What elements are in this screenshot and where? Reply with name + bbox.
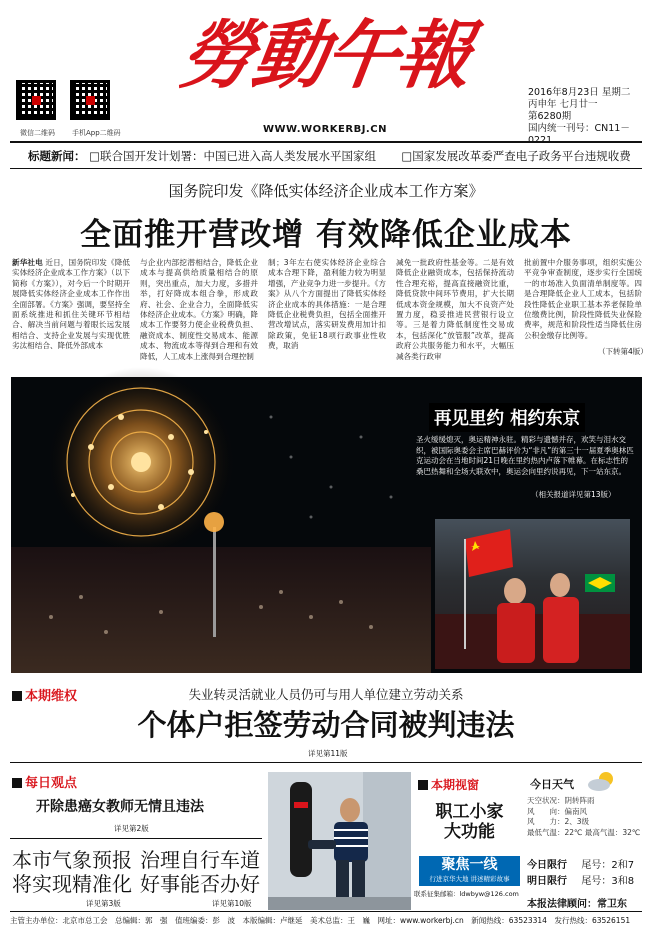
story2-page-ref[interactable]: 详见第11版 (308, 749, 348, 758)
legal-advisor-name: 常卫东 (597, 899, 627, 910)
section-rule (10, 762, 642, 763)
today-limit-value: 尾号：2和7 (581, 860, 635, 871)
feature-kicker: 本期视窗 (418, 776, 479, 793)
weather-forecast-headline[interactable]: 本市气象预报 将实现精准化 (12, 848, 132, 896)
legal-advisor (527, 895, 627, 910)
masthead-rule (10, 141, 642, 143)
footer-rule (10, 911, 642, 912)
worker-gym-photo (268, 772, 411, 910)
focus-tagline: 行进京华大地 讲述精彩故事 (429, 875, 510, 883)
weather-title: 今日天气 (530, 778, 574, 791)
lunar-date-line: 丙申年 七月廿一 (528, 99, 598, 110)
weather-temperature: 最低气温：22℃ 最高气温：32℃ (527, 827, 641, 837)
footer-credits: 主管主办单位：北京市总工会 总编辑：郭 强 值班编委：彭 波 本版编辑：卢继延 美术总监：王 巍 网址：www.workerbj.cn 新闻热线：63523314 发行热线：63526151 (10, 916, 631, 925)
lead-column-3: 制；3年左右使实体经济企业综合成本合理下降，盈利能力较为明显增强，产业竞争力进一步提升。《方案》从八个方面提出了降低实体经济企业成本的具体措施：一是合理降低企业税费负担，包括全面推开营改增试点，落实研发费用加计扣除政策，免征18项行政事业性收费，取消 (268, 258, 386, 351)
opinion-page-ref[interactable]: 详见第2版 (114, 824, 149, 833)
focus-title: 聚焦一线 (441, 857, 498, 873)
flag-bearer-photo (435, 519, 630, 669)
photo-caption: 圣火缓缓熄灭，奥运精神永驻。精彩与遗憾并存，欢笑与泪水交织，被国际奥委会主席巴赫评价为“非凡”的第三十一届夏季奥林匹克运动会在当地时间21日晚在里约热内卢落下帷幕。在标志性的桑巴热舞和全场大联欢中，奥运会向里约说再见，下一站东京。 (416, 435, 634, 476)
square-bullet-icon (418, 780, 428, 790)
tomorrow-traffic-limit (527, 872, 634, 887)
olympics-closing-photo (11, 377, 642, 673)
flag-bearer-illustration (435, 519, 630, 669)
gym-illustration (268, 772, 411, 910)
weather-sky: 天空状况：阴转阵雨 (527, 796, 595, 805)
bike-lane-ref[interactable]: 详见第10版 (212, 899, 252, 908)
photo-headline[interactable]: 再见里约 相约东京 (429, 403, 585, 432)
opinion-headline[interactable]: 开除患癌女教师无情且违法 (36, 799, 204, 815)
logo-text: 勞動午報 (174, 13, 476, 99)
tomorrow-limit-value: 尾号：3和8 (581, 876, 635, 887)
lead-column-5: 批前置中介服务事项，组织实施公平竞争审查制度，逐步实行全国统一的市场准入负面清单制度等。四是合理降低企业人工成本，包括阶段性降低企业职工基本养老保险单位缴费比例，阶段性降低失业保险费率，规范和阶段性适当降低住房公积金缴存比例等。 (524, 258, 642, 340)
headlines-rule (10, 168, 642, 169)
lead-text-1: 近日，国务院印发《降低实体经济企业成本工作方案》（以下简称《方案》），对今后一个时期开展降低实体经济企业成本工作作出全面部署。《方案》强调，要坚持全面系统推进和抓住关键环节相结合、解决当前问题与着眼长远发展相结合、支持企业发展与实现优胜劣汰相结合、降低外部成本 (12, 258, 131, 351)
weather-wind-force: 风 力：2、3级 (527, 817, 590, 826)
lead-body (12, 258, 642, 361)
lead-column-4: 减免一批政府性基金等。二是有效降低企业融资成本，包括保持流动性合理充裕，提高直接融资比重，降低贷款中间环节费用，扩大长期低成本资金规模，加大不良资产处置力度，稳妥推进民营银行设立等。三是着力降低制度性交易成本，包括深化“放管服”改革，提高政府公共服务能力和水平，大幅压减各类行政审 (396, 258, 514, 361)
headline-item-ndrc[interactable]: □国家发展改革委严查电子政务平台违规收费 (401, 149, 631, 163)
today-limit-label: 今日限行 (527, 860, 567, 871)
app-qr-caption: 手机App二维码 (72, 129, 121, 137)
wechat-qr-caption: 微信二维码 (20, 129, 55, 137)
submission-email[interactable]: 联系征集邮箱：ldwbyw@126.com (414, 890, 519, 898)
square-bullet-icon (12, 778, 22, 788)
feature-box (414, 772, 524, 910)
rights-kicker: 本期维权 (12, 685, 77, 704)
date-block (528, 87, 652, 147)
tomorrow-limit-label: 明日限行 (527, 876, 567, 887)
headlines-bar (28, 148, 631, 164)
lead-headline[interactable]: 全面推开营改增 有效降低企业成本 (80, 217, 572, 253)
opinion-kicker: 每日观点 (12, 772, 77, 791)
site-url[interactable]: WWW.WORKERBJ.CN (263, 124, 387, 135)
story2-subtitle: 失业转灵活就业人员仍可与用人单位建立劳动关系 (188, 687, 464, 702)
feature-headline[interactable]: 职工小家 大功能 (435, 802, 504, 842)
app-qr-code[interactable] (70, 80, 110, 120)
publication-number: 国内统一刊号：CN11－ (528, 123, 630, 134)
lead-column-2: 与企业内部挖潜相结合，降低企业成本与提高供给质量相结合的原则，突出重点，加大力度，多措并举，打好降成本组合拳，形成政府、社会、企业合力，全面降低实体经济企业成本。《方案》明确，降成本工作要努力使企业税费负担、融资成本、制度性交易成本、能源成本、物流成本等得到合理和有效降低，人工成本上涨得到合理控制 (140, 258, 258, 361)
today-traffic-limit (527, 856, 634, 871)
bike-lane-headline[interactable]: 治理自行车道 好事能否办好 (140, 848, 260, 896)
headlines-label: 标题新闻： (28, 149, 86, 163)
newspaper-logo (174, 6, 476, 122)
issue-number: 第6280期 (528, 111, 572, 122)
wechat-qr-code[interactable] (16, 80, 56, 120)
lead-subtitle: 国务院印发《降低实体经济企业成本工作方案》 (168, 182, 484, 200)
focus-column-badge[interactable] (419, 856, 520, 886)
photo-related-ref[interactable]: （相关报道详见第13版） (531, 490, 616, 499)
bottom-left-rule (10, 838, 262, 839)
legal-advisor-label: 本报法律顾问： (527, 899, 597, 910)
weather-forecast-ref[interactable]: 详见第3版 (86, 899, 121, 908)
dateline: 新华社电 (12, 258, 43, 267)
lead-column-1 (12, 258, 130, 356)
weather-wind-direction: 风 向：偏南风 (527, 806, 587, 816)
date-line: 2016年8月23日 星期二 (528, 87, 631, 98)
weather-details (527, 796, 642, 838)
headline-item-undp[interactable]: □联合国开发计划署：中国已进入高人类发展水平国家组 (89, 149, 377, 163)
continued-note[interactable]: （下转第4版） (598, 347, 648, 356)
story2-headline[interactable]: 个体户拒签劳动合同被判违法 (137, 708, 515, 742)
partly-cloudy-icon (586, 770, 618, 792)
